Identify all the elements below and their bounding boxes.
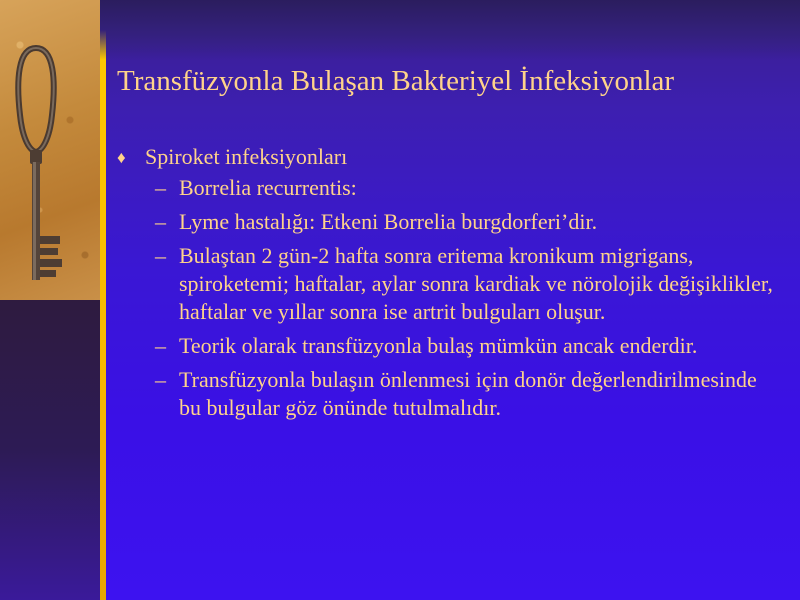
sub-bullet-text: Lyme hastalığı: Etkeni Borrelia burgdorferi’dir. — [179, 209, 598, 234]
sub-bullet-text: Transfüzyonla bulaşın önlenmesi için donör değerlendirilmesinde bu bulgular göz önünde tutulmalıdır. — [179, 367, 757, 420]
dash-bullet-icon: – — [155, 209, 166, 234]
top-shade-band — [100, 0, 800, 60]
sub-bullet-item — [117, 332, 782, 360]
sub-bullet-list — [117, 174, 782, 422]
bullet-item-main — [117, 142, 782, 172]
left-strip-fade — [0, 300, 100, 600]
dash-bullet-icon: – — [155, 243, 166, 268]
sub-bullet-item — [117, 242, 782, 326]
key-photo — [0, 0, 100, 300]
bullet-text: Spiroket infeksiyonları — [145, 144, 348, 169]
accent-stripe — [100, 0, 106, 600]
dash-bullet-icon: – — [155, 367, 166, 392]
dash-bullet-icon: – — [155, 333, 166, 358]
sub-bullet-item — [117, 208, 782, 236]
sub-bullet-text: Borrelia recurrentis: — [179, 175, 357, 200]
slide-content — [117, 142, 782, 428]
sub-bullet-text: Bulaştan 2 gün-2 hafta sonra eritema kronikum migrigans, spiroketemi; haftalar, aylar sonra kardiak ve nörolojik değişiklikler, haftalar ve yıllar sonra ise artrit bulguları oluşur. — [179, 243, 773, 324]
sub-bullet-text: Teorik olarak transfüzyonla bulaş mümkün ancak enderdir. — [179, 333, 698, 358]
slide-title: Transfüzyonla Bulaşan Bakteriyel İnfeksiyonlar — [117, 65, 675, 97]
old-key-icon — [6, 40, 66, 290]
dash-bullet-icon: – — [155, 175, 166, 200]
sub-bullet-item — [117, 366, 782, 422]
diamond-bullet-icon: ♦ — [117, 148, 126, 167]
sub-bullet-item — [117, 174, 782, 202]
